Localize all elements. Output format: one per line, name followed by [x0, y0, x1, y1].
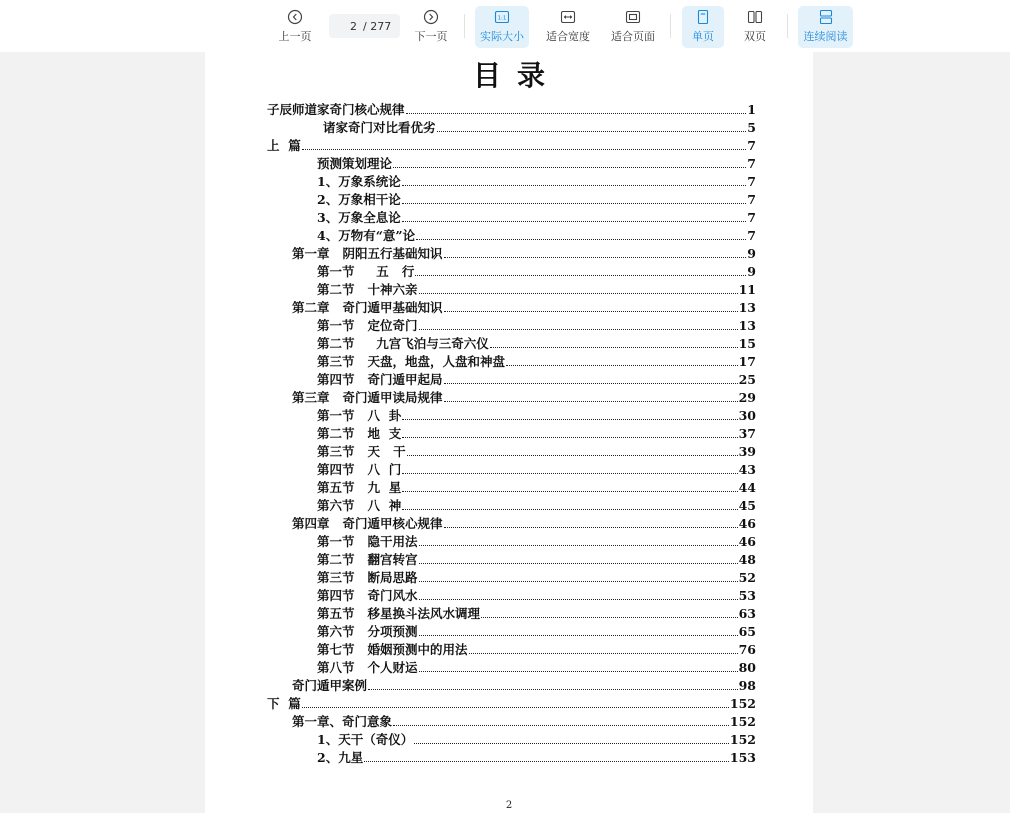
toc-entry-page: 80 [738, 660, 756, 675]
toc-entry-label: 子辰师道家奇门核心规律 [267, 102, 405, 117]
toc-entry[interactable] [317, 370, 756, 388]
toc-dot-leader [302, 149, 747, 150]
fit-page-button[interactable] [607, 6, 659, 48]
toc-dot-leader [402, 221, 747, 222]
single-page-button[interactable] [682, 6, 724, 48]
toc-entry[interactable] [317, 208, 756, 226]
toolbar-divider [787, 14, 788, 38]
toc-entry[interactable] [317, 658, 756, 676]
toc-entry-label: 第三节 天盘，地盘，人盘和神盘 [317, 354, 506, 369]
toc-entry-label: 第二章 奇门遁甲基础知识 [292, 300, 443, 315]
toc-entry-label: 第三节 天 干 [317, 444, 406, 459]
toc-dot-leader [419, 293, 738, 294]
toc-entry-page: 7 [747, 210, 756, 225]
single-page-label: 单页 [692, 30, 714, 43]
double-page-icon [747, 9, 763, 25]
toc-dot-leader [414, 743, 729, 744]
toc-dot-leader [368, 689, 738, 690]
toc-entry-label: 1、天干（奇仪） [317, 732, 414, 747]
toc-entry[interactable] [317, 190, 756, 208]
page-footer-number: 2 [505, 800, 513, 811]
chevron-left-circle-icon [287, 9, 303, 25]
svg-text:1:1: 1:1 [497, 15, 507, 22]
viewer-toolbar [0, 0, 1010, 52]
toc-entry-page: 46 [738, 516, 756, 531]
toc-entry-label: 1、万象系统论 [317, 174, 401, 189]
toc-entry[interactable] [292, 676, 756, 694]
toc-entry-label: 2、九星 [317, 750, 364, 765]
toc-dot-leader [402, 509, 737, 510]
toc-entry-label: 第二节 翻宫转宫 [317, 552, 418, 567]
toc-entry[interactable] [317, 262, 756, 280]
toc-entry[interactable] [292, 712, 756, 730]
toc-entry[interactable] [267, 136, 756, 154]
toc-entry[interactable] [317, 352, 756, 370]
toc-entry[interactable] [317, 226, 756, 244]
toc-entry-page: 1 [747, 102, 756, 117]
toc-entry-page: 46 [738, 534, 756, 549]
toc-entry[interactable] [317, 532, 756, 550]
toc-entry-page: 29 [738, 390, 756, 405]
toc-entry-page: 7 [747, 156, 756, 171]
toc-entry[interactable] [317, 172, 756, 190]
toc-dot-leader [402, 419, 737, 420]
toc-entry-page: 76 [738, 642, 756, 657]
toc-dot-leader [444, 401, 738, 402]
fit-width-icon [560, 9, 576, 25]
toc-entry-label: 第二节 十神六亲 [317, 282, 418, 297]
toc-entry-label: 第一章、奇门意象 [292, 714, 393, 729]
fit-page-label: 适合页面 [611, 30, 655, 43]
toc-entry-page: 30 [738, 408, 756, 423]
toc-entry[interactable] [317, 550, 756, 568]
toc-entry[interactable] [292, 298, 756, 316]
toc-entry-label: 第一节 八 卦 [317, 408, 402, 423]
fit-width-button[interactable] [542, 6, 594, 48]
page-indicator [329, 14, 400, 38]
toc-dot-leader [419, 635, 738, 636]
toc-entry-label: 第一节 隐干用法 [317, 534, 418, 549]
toc-entry-label: 第六节 分项预测 [317, 624, 418, 639]
toc-dot-leader [444, 383, 738, 384]
toc-entry[interactable] [317, 622, 756, 640]
toc-entry[interactable] [317, 460, 756, 478]
toc-entry-label: 诸家奇门对比看优劣 [323, 120, 436, 135]
toc-dot-leader [419, 329, 738, 330]
toc-entry-label: 第五节 九 星 [317, 480, 402, 495]
toc-dot-leader [419, 545, 738, 546]
toc-entry-label: 第二节 地 支 [317, 426, 402, 441]
toc-dot-leader [419, 581, 738, 582]
toc-entry[interactable] [317, 586, 756, 604]
toc-entry[interactable] [267, 100, 756, 118]
toc-entry-page: 98 [738, 678, 756, 693]
toc-dot-leader [419, 671, 738, 672]
toc-entry-page: 7 [747, 192, 756, 207]
toc-dot-leader [407, 455, 738, 456]
fit-page-icon [625, 9, 641, 25]
next-page-label: 下一页 [414, 30, 448, 43]
toc-entry[interactable] [317, 154, 756, 172]
toc-entry-label: 3、万象全息论 [317, 210, 401, 225]
toc-dot-leader [444, 311, 738, 312]
toc-entry-page: 43 [738, 462, 756, 477]
toc-entry-label: 第一节 定位奇门 [317, 318, 418, 333]
toc-dot-leader [402, 203, 747, 204]
toc-dot-leader [302, 707, 729, 708]
toc-entry[interactable] [267, 694, 756, 712]
toc-dot-leader [402, 473, 737, 474]
toc-entry[interactable] [317, 334, 756, 352]
toc-entry[interactable] [317, 604, 756, 622]
toc-entry-page: 37 [738, 426, 756, 441]
toc-dot-leader [419, 599, 738, 600]
toc-entry-page: 65 [738, 624, 756, 639]
toolbar-divider [464, 14, 465, 38]
toc-entry-label: 4、万物有“意”论 [317, 228, 416, 243]
toc-entry[interactable] [317, 424, 756, 442]
toc-dot-leader [402, 491, 737, 492]
toc-entry[interactable] [317, 478, 756, 496]
toc-entry-label: 第一节 五 行 [317, 264, 415, 279]
toc-dot-leader [437, 131, 747, 132]
toc-dot-leader [364, 761, 729, 762]
toc-entry[interactable] [317, 316, 756, 334]
toc-entry-label: 预测策划理论 [317, 156, 393, 171]
actual-size-icon [494, 9, 510, 25]
toc-dot-leader [406, 113, 747, 114]
document-page [205, 52, 813, 813]
prev-page-button[interactable] [274, 6, 316, 48]
toc-entry-page: 53 [738, 588, 756, 603]
toc-dot-leader [402, 437, 737, 438]
toc-entry-page: 25 [738, 372, 756, 387]
toc-entry-label: 第四章 奇门遁甲核心规律 [292, 516, 443, 531]
toc-entry-page: 7 [747, 228, 756, 243]
continuous-reading-icon [818, 9, 834, 25]
toc-entry-label: 第八节 个人财运 [317, 660, 418, 675]
chevron-right-circle-icon [423, 9, 439, 25]
toc-entry-page: 9 [747, 264, 756, 279]
toc-entry-page: 7 [747, 174, 756, 189]
toc-dot-leader [490, 347, 738, 348]
next-page-button[interactable] [410, 6, 452, 48]
page-number-input[interactable] [333, 20, 357, 33]
actual-size-button[interactable] [475, 6, 529, 48]
toc-entry-page: 5 [747, 120, 756, 135]
toc-dot-leader [481, 617, 738, 618]
toc-entry[interactable] [292, 514, 756, 532]
toc-entry-page: 13 [738, 318, 756, 333]
toc-entry[interactable] [323, 118, 756, 136]
toc-entry-label: 上 篇 [267, 138, 301, 153]
double-page-button[interactable] [734, 6, 776, 48]
toc-entry-label: 下 篇 [267, 696, 301, 711]
toc-entry[interactable] [292, 244, 756, 262]
toc-entry-page: 7 [747, 138, 756, 153]
toc-entry-page: 15 [738, 336, 756, 351]
toc-entry[interactable] [317, 568, 756, 586]
toc-entry-page: 44 [738, 480, 756, 495]
prev-page-label: 上一页 [278, 30, 312, 43]
toc-entry[interactable] [317, 406, 756, 424]
toc-dot-leader [416, 239, 746, 240]
toc-entry-label: 第七节 婚姻预测中的用法 [317, 642, 468, 657]
toc-entry-page: 9 [747, 246, 756, 261]
toc-dot-leader [393, 725, 729, 726]
toc-entry-page: 153 [729, 750, 756, 765]
toc-entry-label: 2、万象相干论 [317, 192, 401, 207]
toc-entry[interactable] [317, 640, 756, 658]
toc-entry-page: 152 [729, 714, 756, 729]
toc-entry-page: 152 [729, 696, 756, 711]
toc-entry[interactable] [292, 388, 756, 406]
toc-entry-page: 45 [738, 498, 756, 513]
toc-entry-label: 第三章 奇门遁甲读局规律 [292, 390, 443, 405]
toc-entry-label: 第四节 八 门 [317, 462, 402, 477]
toc-dot-leader [444, 527, 738, 528]
toc-dot-leader [506, 365, 738, 366]
toc-dot-leader [419, 563, 738, 564]
toc-entry-page: 63 [738, 606, 756, 621]
toc-entry-page: 52 [738, 570, 756, 585]
fit-width-label: 适合宽度 [546, 30, 590, 43]
toolbar-divider [670, 14, 671, 38]
toc-dot-leader [393, 167, 746, 168]
continuous-reading-button[interactable] [798, 6, 853, 48]
toc-dot-leader [415, 275, 746, 276]
toc-entry-label: 第四节 奇门风水 [317, 588, 418, 603]
toc-entry-page: 17 [738, 354, 756, 369]
toc-entry[interactable] [317, 730, 756, 748]
toc-entry-label: 奇门遁甲案例 [292, 678, 368, 693]
toc-entry[interactable] [317, 280, 756, 298]
toc-entry[interactable] [317, 442, 756, 460]
toc-entry[interactable] [317, 748, 756, 766]
toc-entry-label: 第四节 奇门遁甲起局 [317, 372, 443, 387]
toc-entry-page: 152 [729, 732, 756, 747]
toc-entry-page: 48 [738, 552, 756, 567]
toc-entry-label: 第二节 九宫飞泊与三奇六仪 [317, 336, 489, 351]
toc-entry-page: 39 [738, 444, 756, 459]
total-pages: / 277 [363, 19, 392, 33]
toc-entry-page: 11 [738, 282, 756, 297]
toc-dot-leader [402, 185, 747, 186]
single-page-icon [695, 9, 711, 25]
double-page-label: 双页 [744, 30, 766, 43]
toc-entry[interactable] [317, 496, 756, 514]
page-title: 目录 [472, 59, 561, 92]
toc-dot-leader [444, 257, 747, 258]
toc-dot-leader [469, 653, 738, 654]
actual-size-label: 实际大小 [480, 30, 524, 43]
toc-entry-label: 第六节 八 神 [317, 498, 402, 513]
toc-entry-label: 第一章 阴阳五行基础知识 [292, 246, 443, 261]
toc-entry-page: 13 [738, 300, 756, 315]
toc-entry-label: 第三节 断局思路 [317, 570, 418, 585]
continuous-reading-label: 连续阅读 [803, 30, 848, 43]
toc-entry-label: 第五节 移星换斗法风水调理 [317, 606, 481, 621]
